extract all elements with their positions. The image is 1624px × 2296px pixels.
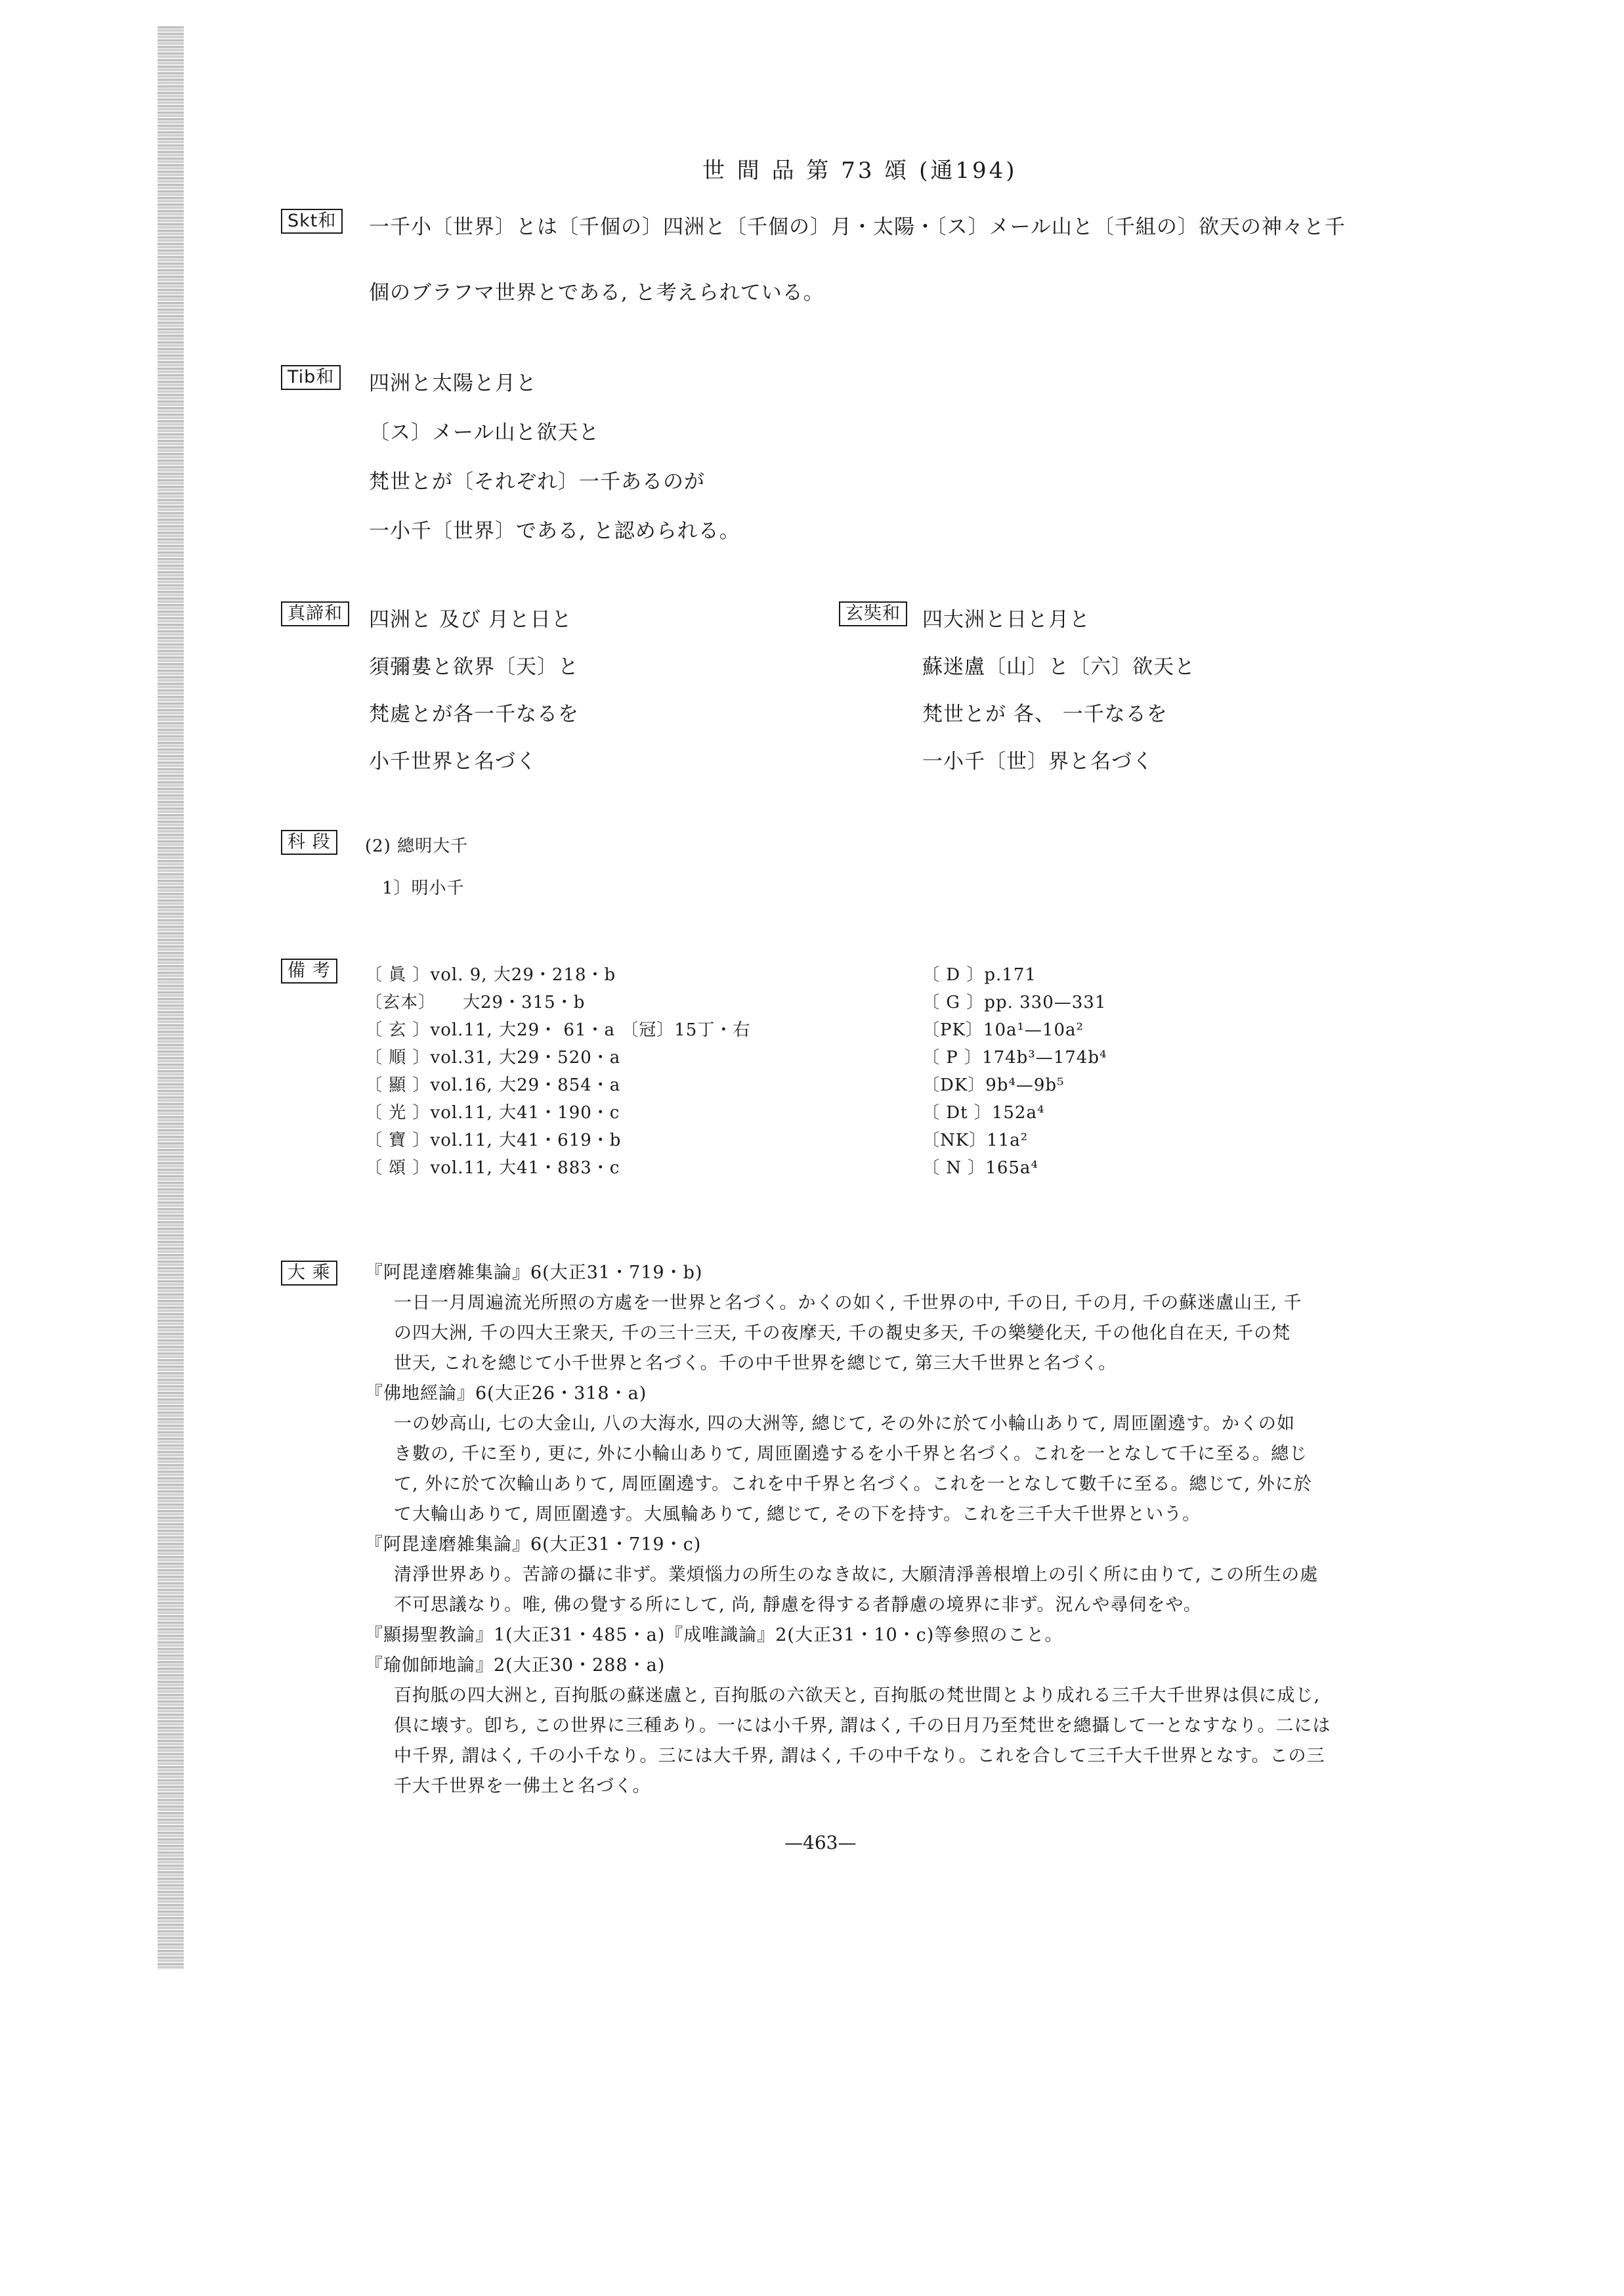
daijo-line-15: 倶に壊す。卽ち, この世界に三種あり。一には小千界, 謂はく, 千の日月乃至梵世を總攝して一となすなり。二には [394, 1716, 1331, 1736]
daijo-line-3: 世天, これを總じて小千世界と名づく。千の中千世界を總じて, 第三大千世界と名づく。 [394, 1353, 1117, 1374]
tib-tag: Tib和 [281, 365, 341, 390]
biko-left-5: 〔 顯 〕vol.16, 大29・854・a [365, 1075, 621, 1095]
daijo-line-11: 不可思議なり。唯, 佛の覺する所にして, 尚, 靜慮を得する者靜慮の境界に非ず。況んや尋伺をや。 [394, 1595, 1202, 1615]
shindai-line-4: 小千世界と名づく [369, 750, 537, 773]
shindai-line-3: 梵處とが各一千なるを [369, 703, 579, 726]
genjo-line-2: 蘇迷盧〔山〕と〔六〕欲天と [922, 655, 1195, 679]
biko-left-7: 〔 寶 〕vol.11, 大41・619・b [365, 1131, 622, 1150]
daijo-tag: 大 乘 [281, 1261, 337, 1286]
daijo-line-8: て大輪山ありて, 周匝圍遶す。大風輪ありて, 總じて, その下を持す。これを三千大千世界という。 [394, 1504, 1201, 1525]
biko-right-2: 〔 G 〕pp. 330—331 [922, 993, 1107, 1012]
page-title: 世 間 品 第 73 頌 (通194) [702, 158, 1017, 184]
daijo-line-7: て, 外に於て次輪山ありて, 周匝圍遶す。これを中千界と名づく。これを一となして數千に至る。總じて, 外に於 [394, 1474, 1312, 1494]
daijo-source-1: 『阿毘達磨雑集論』6(大正31・719・b) [365, 1263, 703, 1283]
daijo-line-16: 中千界, 謂はく, 千の小千なり。三には大千界, 謂はく, 千の中千なり。これを合して三千大千世界となす。この三 [394, 1746, 1325, 1766]
biko-right-8: 〔 N 〕165a⁴ [922, 1158, 1038, 1178]
daijo-source-3: 『阿毘達磨雑集論』6(大正31・719・c) [365, 1534, 702, 1555]
scan-edge-shadow [158, 26, 184, 1970]
biko-right-6: 〔 Dt 〕152a⁴ [922, 1103, 1045, 1123]
daijo-line-1: 一日一月周遍流光所照の方處を一世界と名づく。かくの如く, 千世界の中, 千の日, 千の月, 千の蘇迷盧山王, 千 [394, 1293, 1302, 1313]
tib-line-4: 一小千〔世界〕である, と認められる。 [369, 519, 740, 543]
biko-right-1: 〔 D 〕p.171 [922, 965, 1036, 985]
genjo-line-3: 梵世とが 各、 一千なるを [922, 703, 1168, 726]
daijo-line-2: の四大洲, 千の四大王衆天, 千の三十三天, 千の夜摩天, 千の覩史多天, 千の樂變化天, 千の他化自在天, 千の梵 [394, 1323, 1291, 1343]
kadan-line-2: 1〕明小千 [382, 878, 465, 898]
biko-right-5: 〔DK〕9b⁴—9b⁵ [922, 1075, 1065, 1095]
biko-left-4: 〔 順 〕vol.31, 大29・520・a [365, 1048, 621, 1068]
tib-line-2: 〔ス〕メール山と欲天と [369, 421, 600, 444]
daijo-source-2: 『佛地經論』6(大正26・318・a) [365, 1383, 647, 1404]
daijo-line-5: 一の妙高山, 七の大金山, 八の大海水, 四の大洲等, 總じて, その外に於て小輪山ありて, 周匝圍遶す。かくの如 [394, 1414, 1295, 1434]
daijo-line-14: 百拘胝の四大洲と, 百拘胝の蘇迷盧と, 百拘胝の六欲天と, 百拘胝の梵世間とより成れる三千大千世界は倶に成じ, [394, 1685, 1321, 1706]
biko-left-6: 〔 光 〕vol.11, 大41・190・c [365, 1103, 620, 1123]
skt-tag: Skt和 [281, 209, 343, 234]
kadan-line-1: (2) 總明大千 [365, 836, 469, 856]
biko-right-4: 〔 P 〕174b³—174b⁴ [922, 1048, 1107, 1068]
shindai-line-2: 須彌婁と欲界〔天〕と [369, 655, 579, 679]
daijo-line-17: 千大千世界を一佛土と名づく。 [394, 1776, 651, 1796]
biko-left-2: 〔玄本〕 大29・315・b [365, 993, 586, 1012]
kadan-tag: 科 段 [281, 830, 337, 855]
tib-line-1: 四洲と太陽と月と [369, 372, 537, 395]
genjo-line-4: 一小千〔世〕界と名づく [922, 750, 1153, 773]
genjo-line-1: 四大洲と日と月と [922, 608, 1090, 632]
biko-left-1: 〔 眞 〕vol. 9, 大29・218・b [365, 965, 616, 985]
biko-left-3: 〔 玄 〕vol.11, 大29・ 61・a 〔冠〕15丁・右 [365, 1020, 751, 1040]
genjo-tag: 玄奘和 [839, 601, 907, 626]
daijo-line-6: き數の, 千に至り, 更に, 外に小輪山ありて, 周匝圍遶するを小千界と名づく。これを一となして千に至る。總じ [394, 1444, 1308, 1464]
daijo-line-10: 清淨世界あり。苦諦の攝に非ず。業煩惱力の所生のなき故に, 大願清淨善根増上の引く所に由りて, この所生の處 [394, 1565, 1319, 1585]
shindai-tag: 真諦和 [281, 601, 349, 626]
biko-right-3: 〔PK〕10a¹—10a² [922, 1020, 1084, 1040]
shindai-line-1: 四洲と 及び 月と日と [369, 608, 572, 632]
biko-right-7: 〔NK〕11a² [922, 1131, 1029, 1150]
biko-left-8: 〔 頌 〕vol.11, 大41・883・c [365, 1158, 620, 1178]
skt-line-1: 一千小〔世界〕とは〔千個の〕四洲と〔千個の〕月・太陽・〔ス〕メール山と〔千組の〕欲天の神々と千 [369, 215, 1346, 239]
page-number: —463— [784, 1832, 857, 1853]
tib-line-3: 梵世とが〔それぞれ〕一千あるのが [369, 470, 705, 494]
daijo-source-4: 『顯揚聖教論』1(大正31・485・a)『成唯識論』2(大正31・10・c)等參照のこと。 [365, 1625, 1063, 1645]
daijo-source-5: 『瑜伽師地論』2(大正30・288・a) [365, 1655, 666, 1676]
skt-line-2: 個のブラフマ世界とである, と考えられている。 [369, 281, 824, 305]
biko-tag: 備 考 [281, 959, 337, 984]
